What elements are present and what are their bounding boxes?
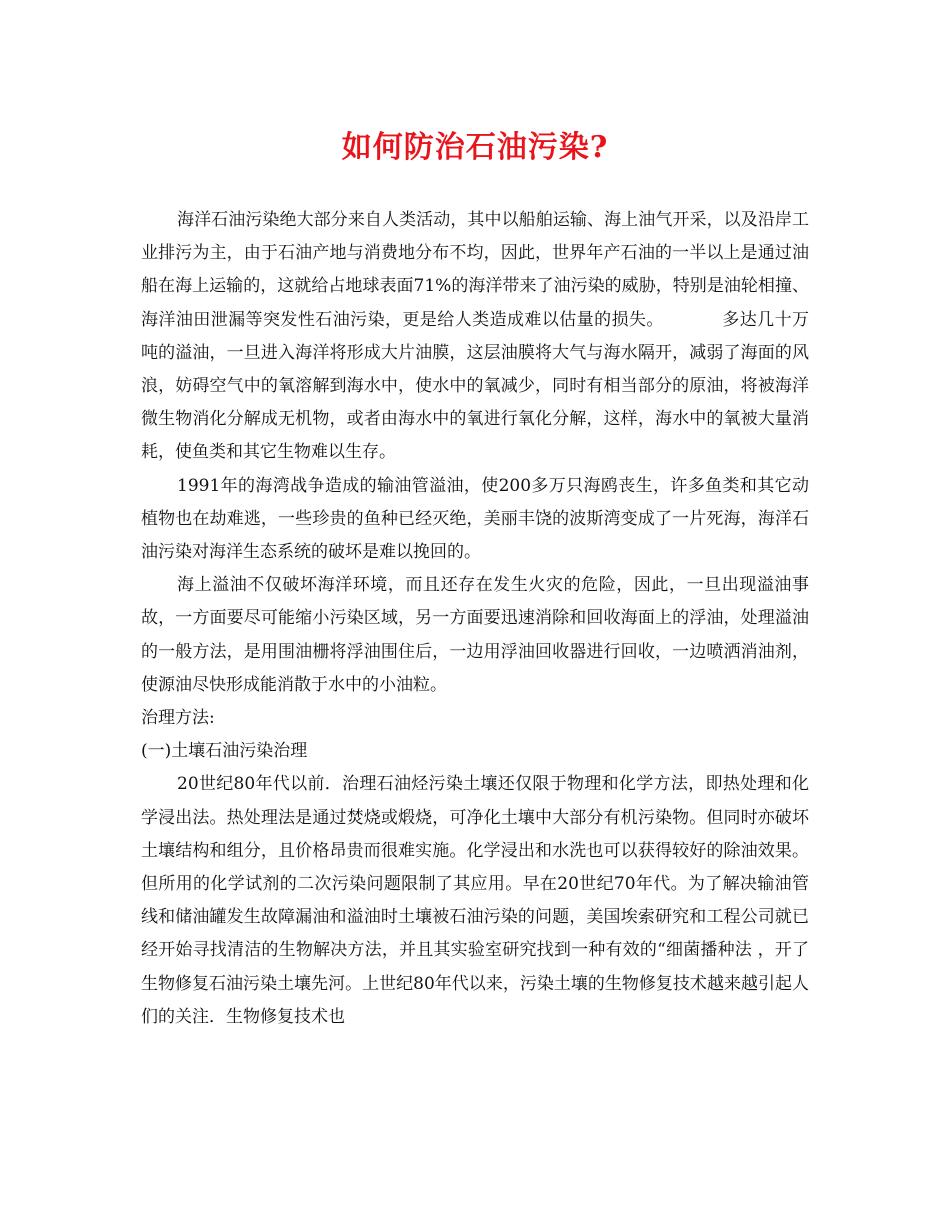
paragraph-soil-remediation: 20世纪80年代以前．治理石油烃污染土壤还仅限于物理和化学方法，即热处理和化学浸出法。热处理法是通过焚烧或煅烧，可净化土壤中大部分有机污染物。但同时亦破坏土壤结构和组分，且价格昂贵而很难实施。化学浸出和水洗也可以获得较好的除油效果。但所用的化学试剂的二次污染问题限制了其应用。早在20世纪70年代。为了解决输油管线和储油罐发生故障漏油和溢油时土壤被石油污染的问题，美国埃索研究和工程公司就已经开始寻找清洁的生物解决方法，并且其实验室研究找到一种有效的“细菌播种法 ，开了生物修复石油污染土壤先河。上世纪80年代以来，污染土壤的生物修复技术越来越引起人们的关注．生物修复技术也 [141,774,809,1027]
heading-treatment-methods: 治理方法: [141,708,215,729]
paragraph-spill-response: 海上溢油不仅破坏海洋环境，而且还存在发生火灾的危险，因此，一旦出现溢油事故，一方面要尽可能缩小污染区域，另一方面要迅速消除和回收海面上的浮油，处理溢油的一般方法，是用围油栅将浮油围住后，一边用浮油回收器进行回收，一边喷洒消油剂，使源油尽快形成能消散于水中的小油粒。 [141,575,809,695]
paragraph-marine-oil-pollution [141,204,809,470]
heading-soil-treatment: (一)土壤石油污染治理 [141,741,308,762]
document-body [141,204,809,1034]
paragraph-text: 多达几十万吨的溢油，一旦进入海洋将形成大片油膜，这层油膜将大气与海水隔开，减弱了海面的风浪，妨碍空气中的氧溶解到海水中，使水中的氧减少，同时有相当部分的原油，将被海洋微生物消化分解成无机物，或者由海水中的氧进行氧化分解，这样，海水中的氧被大量消耗，使鱼类和其它生物难以生存。 [141,309,810,463]
document-title: 如何防治石油污染? [341,130,609,165]
paragraph-text: 海洋石油污染绝大部分来自人类活动，其中以船舶运输、海上油气开采，以及沿岸工业排污为主，由于石油产地与消费地分布不均，因此，世界年产石油的一半以上是通过油船在海上运输的，这就给占地球表面71%的海洋带来了油污染的威胁，特别是油轮相撞、海洋油田泄漏等突发性石油污染，更是给人类造成难以估量的损失。 [141,210,809,330]
paragraph-gulf-war-spill: 1991年的海湾战争造成的输油管溢油，使200多万只海鸥丧生，许多鱼类和其它动植物也在劫难逃，一些珍贵的鱼种已经灭绝，美丽丰饶的波斯湾变成了一片死海，海洋石油污染对海洋生态系统的破坏是难以挽回的。 [141,475,809,563]
